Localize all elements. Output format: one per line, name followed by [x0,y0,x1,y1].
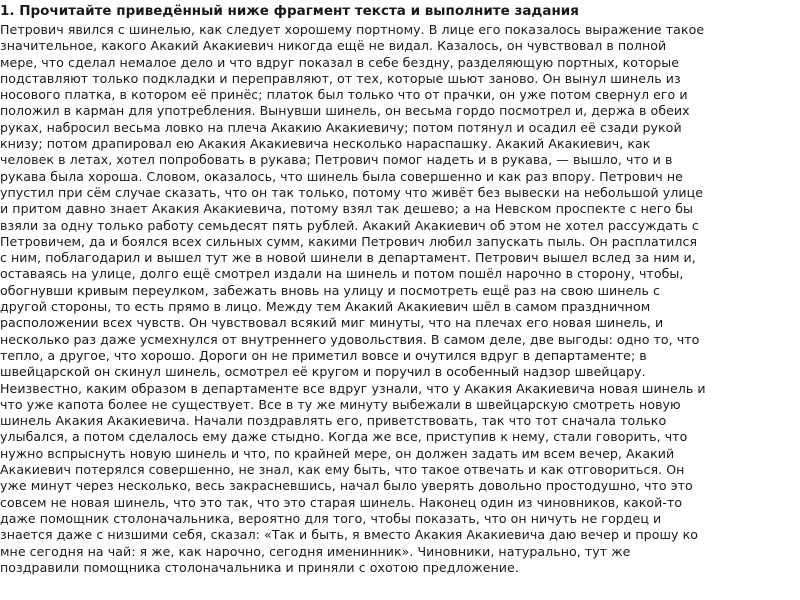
text-line: несколько раз даже усмехнулся от внутреннего удовольствия. В самом деле, две выгоды: одно то, что [0,331,700,347]
text-line: Неизвестно, каким образом в департаменте все вдруг узнали, что у Акакия Акакиевича новая шинель и [0,380,706,396]
text-line: тепло, а другое, что хорошо. Дороги он не приметил вовсе и очутился вдруг в департаменте; в [0,347,647,363]
text-line: обогнувши кривым переулком, забежать вновь на улицу и посмотреть ещё раз на свою шинель с [0,282,660,298]
text-line: мне сегодня на чай: я же, как нарочно, сегодня именинник». Чиновники, натурально, тут же [0,543,631,559]
text-line: шинель Акакия Акакиевича. Начали поздравлять его, приветствовать, так что тот сначала только [0,413,667,429]
text-line: швейцарской он скинул шинель, осмотрел её кругом и поручил в особенный надзор швейцару. [0,364,646,380]
task-heading: 1. Прочитайте приведённый ниже фрагмент текста и выполните задания [0,3,579,19]
text-line: Петровичем, да и боялся всех сильных сумм, какими Петрович любил запускать пыль. Он расплатился [0,233,698,249]
text-line: уже минут через несколько, весь закрасневшись, начал было уверять довольно простодушно, что это [0,478,693,494]
text-line: мере, что сделал немалое дело и что вдруг показал в себе бездну, разделяющую портных, которые [0,54,680,70]
text-line: другой стороны, то есть прямо в лицо. Между тем Акакий Акакиевич шёл в самом праздничном [0,299,651,315]
text-line: руках, набросил весьма ловко на плеча Акакию Акакиевичу; потом потянул и осадил её сзади рукой [0,119,682,135]
text-line: положил в карман для употребления. Вынувши шинель, он весьма гордо посмотрел и, держа в обеих [0,103,690,119]
text-line: Петрович явился с шинелью, как следует хорошему портному. В лице его показалось выражение такое [0,22,705,37]
text-line: улыбался, а потом сделалось ему даже стыдно. Когда же все, приступив к нему, стали говорить, что [0,429,688,445]
text-line: даже помощник столоначальника, вероятно для того, чтобы показать, что он ничуть не гордец и [0,510,662,526]
text-fragment [0,22,800,576]
text-line: совсем не новая шинель, что это так, что это старая шинель. Наконец один из чиновников, какой-то [0,494,683,510]
text-line: носового платка, в котором её принёс; платок был только что от прачки, он уже потом свернул его и [0,87,688,103]
text-line: с ним, поблагодарил и вышел тут же в новой шинели в департамент. Петрович вышел вслед за ним и, [0,250,696,266]
text-line: что уже капота более не существует. Все в ту же минуту выбежали в швейцарскую смотреть новую [0,396,681,412]
text-line: Акакиевич потерялся совершенно, не знал, как ему быть, что такое отвечать и как отговориться. Он [0,462,685,478]
text-line: упустил при сём случае сказать, что он так только, потому что живёт без вывески на небольшой улице [0,184,704,200]
text-line: расположении всех чувств. Он чувствовал всякий миг минуты, что на плечах его новая шинель, и [0,315,664,331]
text-line: оставаясь на улице, долго ещё смотрел издали на шинель и потом пошёл нарочно в сторону, чтобы, [0,266,684,282]
text-line: книзу; потом драпировал ею Акакия Акакиевича несколько нараспашку. Акакий Акакиевич, как [0,136,651,152]
text-line: подставляют только подкладки и переправляют, от тех, которые шьют заново. Он вынул шинель из [0,70,681,86]
text-line: значительное, какого Акакий Акакиевич никогда ещё не видал. Казалось, он чувствовал в полной [0,38,667,54]
text-line: поздравили помощника столоначальника и приняли с охотою предложение. [0,559,519,575]
text-line: рукава была хороша. Словом, оказалось, что шинель была совершенно и как раз впору. Петрович не [0,168,683,184]
text-line: нужно вспрыснуть новую шинель и что, по крайней мере, он должен задать им всем вечер, Акакий [0,445,675,461]
text-line: человек в летах, хотел попробовать в рукава; Петрович помог надеть и в рукава, — вышло, что и в [0,152,673,168]
text-line: знается даже с низшими себя, сказал: «Так и быть, я вместо Акакия Акакиевича даю вечер и прошу ко [0,527,698,543]
text-line: взяли за одну только работу семьдесят пять рублей. Акакий Акакиевич об этом не хотел рассуждать с [0,217,699,233]
text-line: и притом давно знает Акакия Акакиевича, потому взял так дешево; а на Невском проспекте с него бы [0,201,694,217]
